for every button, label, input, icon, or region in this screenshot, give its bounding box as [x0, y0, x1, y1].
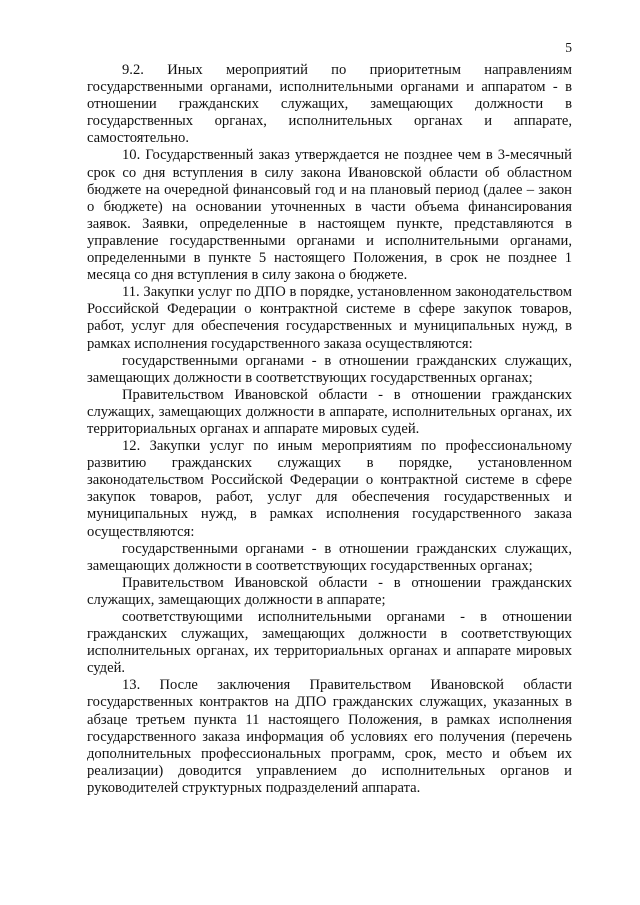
- paragraph-11: 11. Закупки услуг по ДПО в порядке, установленном законодательством Российской Федерации о контрактной системе в сфере закупок товаров, работ, услуг для обеспечения государственных и муниципальных нужд, в рамках исполнения государственного заказа осуществляются:: [87, 284, 572, 352]
- paragraph-12-item-1: государственными органами - в отношении гражданских служащих, замещающих должности в соответствующих государственных органах;: [87, 540, 572, 574]
- paragraph-11-item-2: Правительством Ивановской области - в отношении гражданских служащих, замещающих должности в аппарате, исполнительных органах, их территориальных органах и аппарате мировых судей.: [87, 386, 572, 437]
- paragraph-10: 10. Государственный заказ утверждается не позднее чем в 3-месячный срок со дня вступления в силу закона Ивановской области об областном бюджете на очередной финансовый год и на плановый период (далее – закон о бюджете) на основании уточненных в части объема финансирования заявок. Заявки, определенные в настоящем пункте, представляются в управление государственными органами и исполнительными органами, определенными в пункте 5 настоящего Положения, в срок не позднее 1 месяца со дня вступления в силу закона о бюджете.: [87, 147, 572, 284]
- paragraph-11-item-1: государственными органами - в отношении гражданских служащих, замещающих должности в соответствующих государственных органах;: [87, 352, 572, 386]
- paragraph-13: 13. После заключения Правительством Ивановской области государственных контрактов на ДПО гражданских служащих, указанных в абзаце третьем пункта 11 настоящего Положения, в рамках исполнения государственного заказа информация об условиях его получения (перечень дополнительных профессиональных программ, срок, место и объем их реализации) доводится управлением до исполнительных органов и руководителей структурных подразделений аппарата.: [87, 677, 572, 796]
- paragraph-9-2: 9.2. Иных мероприятий по приоритетным направлениям государственными органами, исполнительными органами и аппаратом - в отношении гражданских служащих, замещающих должности в государственных органах, исполнительных органах и аппарате, самостоятельно.: [87, 62, 572, 147]
- page-number: 5: [565, 40, 572, 55]
- paragraph-12-item-3: соответствующими исполнительными органами - в отношении гражданских служащих, замещающих должности в соответствующих исполнительных органах, их территориальных органах и аппарате мировых судей.: [87, 609, 572, 677]
- document-body: [87, 62, 572, 797]
- paragraph-12-item-2: Правительством Ивановской области - в отношении гражданских служащих, замещающих должности в аппарате;: [87, 574, 572, 608]
- paragraph-12: 12. Закупки услуг по иным мероприятиям по профессиональному развитию гражданских служащих в порядке, установленном законодательством Российской Федерации о контрактной системе в сфере закупок товаров, работ, услуг для обеспечения государственных и муниципальных нужд, в рамках исполнения государственного заказа осуществляются:: [87, 438, 572, 540]
